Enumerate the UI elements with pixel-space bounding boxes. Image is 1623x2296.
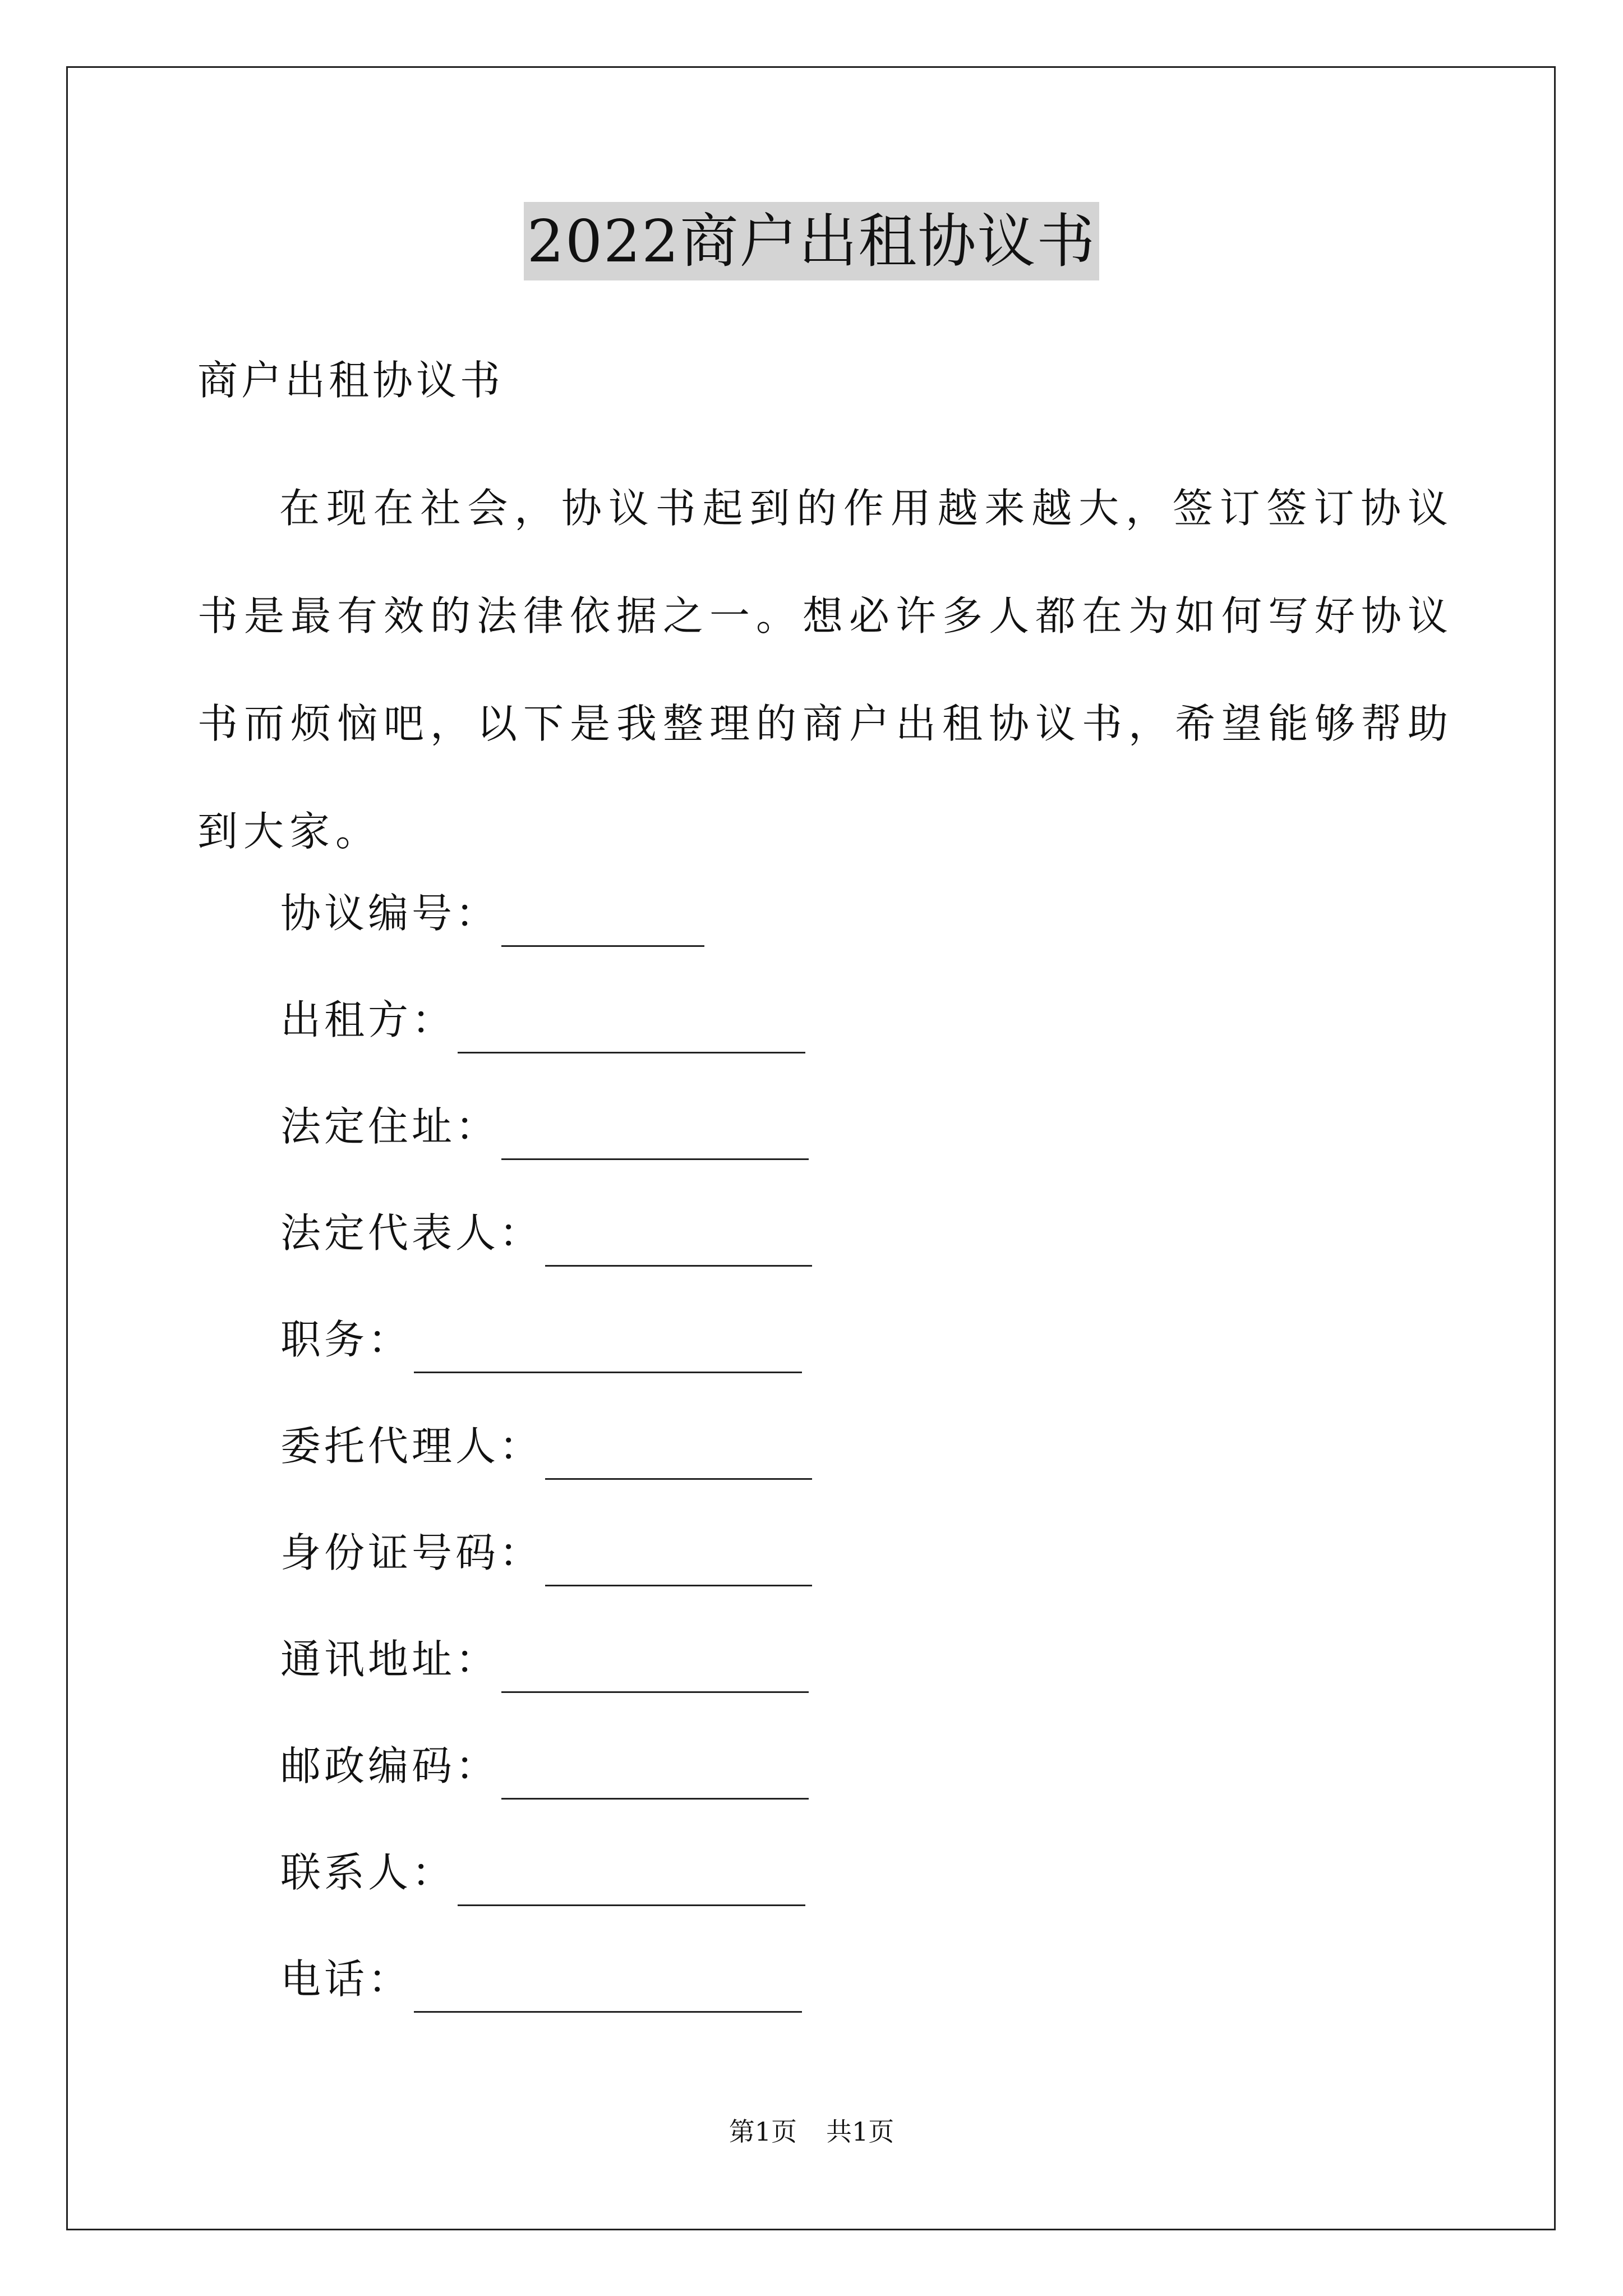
field-authorized-agent	[280, 1412, 812, 1480]
blank-line	[501, 1109, 809, 1160]
field-postal-code	[280, 1732, 809, 1800]
blank-line	[501, 896, 704, 947]
intro-paragraph: 在现在社会，协议书起到的作用越来越大，签订签订协议书是最有效的法律依据之一。想必许多人都在为如何写好协议书而烦恼吧，以下是我整理的商户出租协议书，希望能够帮助到大家。	[197, 485, 1454, 855]
blank-line	[501, 1642, 809, 1693]
field-contact-person	[280, 1839, 805, 1906]
blank-line	[414, 1322, 802, 1373]
field-label: 通讯地址：	[280, 1636, 500, 1683]
field-agreement-number	[280, 880, 704, 947]
blank-line	[414, 1962, 802, 2013]
field-position	[280, 1306, 802, 1373]
field-label: 法定代表人：	[280, 1209, 543, 1257]
field-label: 委托代理人：	[280, 1423, 543, 1470]
blank-line	[458, 1855, 805, 1906]
field-legal-address	[280, 1093, 809, 1160]
blank-line	[545, 1429, 812, 1480]
field-label: 身份证号码：	[280, 1529, 543, 1576]
field-mailing-address	[280, 1626, 809, 1693]
field-label: 电话：	[280, 1955, 412, 2003]
field-label: 出租方：	[280, 996, 456, 1043]
blank-line	[545, 1216, 812, 1267]
blank-line	[458, 1002, 805, 1053]
blank-line	[501, 1749, 809, 1800]
page-footer	[0, 2115, 1623, 2148]
field-label: 联系人：	[280, 1849, 456, 1896]
field-legal-representative	[280, 1199, 812, 1267]
field-label: 协议编号：	[280, 890, 500, 937]
field-lessor	[280, 986, 805, 1053]
page-number: 第1页	[728, 2116, 797, 2147]
field-telephone	[280, 1945, 802, 2013]
field-label: 职务：	[280, 1316, 412, 1363]
field-label: 邮政编码：	[280, 1742, 500, 1789]
title-container	[0, 202, 1623, 280]
document-title: 2022商户出租协议书	[524, 202, 1100, 280]
field-label: 法定住址：	[280, 1103, 500, 1150]
document-subtitle: 商户出租协议书	[197, 357, 504, 404]
field-id-number	[280, 1519, 812, 1586]
blank-line	[545, 1535, 812, 1586]
page-count: 共1页	[826, 2116, 895, 2147]
